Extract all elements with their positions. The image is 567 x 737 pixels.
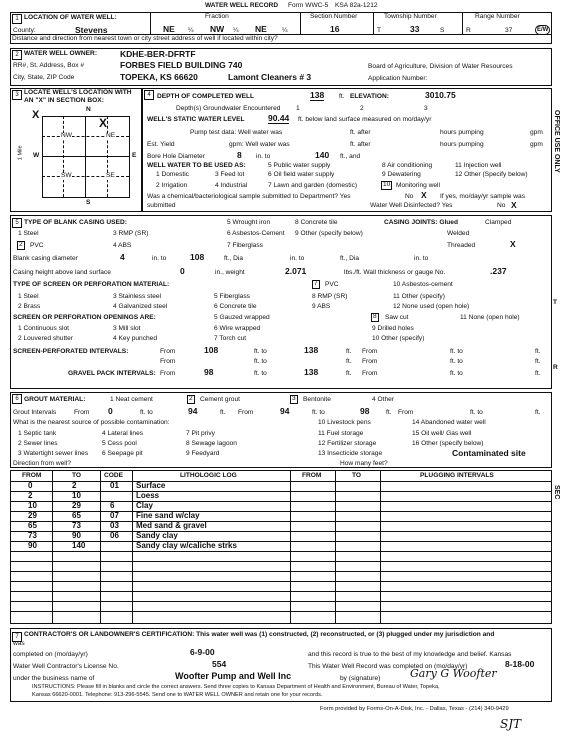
completed-value: 6-9-00 <box>190 647 215 657</box>
disinfected-no-mark: X <box>511 200 517 210</box>
gw-1: 1 <box>296 105 300 112</box>
grout-label: GROUT MATERIAL: <box>24 396 86 403</box>
screen-10: 10 Asbestos-cement <box>393 281 453 288</box>
perf-to-value: 138 <box>304 345 319 355</box>
county-label: County: <box>13 27 36 34</box>
log-from: 65 <box>28 521 37 530</box>
disinfected-no: No <box>497 202 506 209</box>
log-from: 90 <box>28 541 37 550</box>
static-level-label: WELL'S STATIC WATER LEVEL <box>147 116 245 123</box>
log-row-line <box>10 591 551 592</box>
source-7: 7 Pit privy <box>186 430 215 437</box>
chem-sample-label: Was a chemical/bacteriological sample submitted to Department? Yes <box>147 193 351 200</box>
static-after-label: ft. below land surface measured on mo/day/yr <box>298 116 432 123</box>
sw-label: SW <box>61 172 72 179</box>
screen-3: 3 Stainless steel <box>113 293 162 300</box>
log-row-line <box>10 541 551 542</box>
in-to-label: in. to <box>256 153 271 160</box>
screen-2: 2 Brass <box>18 303 41 310</box>
opening-3: 3 Mill slot <box>113 325 141 332</box>
initials: SJT <box>500 717 522 731</box>
perf-from-value: 108 <box>204 345 219 355</box>
contaminated-site: Contaminated site <box>452 448 526 458</box>
ft-label: ft. <box>346 348 352 355</box>
log-row-line <box>10 581 551 582</box>
gw-2: 2 <box>360 105 364 112</box>
west-label: W <box>33 152 40 159</box>
section-7-number: 7 <box>12 632 22 642</box>
elevation-label: ELEVATION: <box>350 93 389 100</box>
source-4: 4 Lateral lines <box>102 430 144 437</box>
footer-text: Form provided by Forms-On-A-Disk, Inc. - Dallas, Texas - (214) 340-9429 <box>320 706 509 712</box>
instructions-2: Kansas 66620-0001. Telephone: 913-296-5545. Send one to WATER WELL OWNER and retain one for your records. <box>32 692 323 698</box>
perf-intervals-label: SCREEN-PERFORATED INTERVALS: <box>13 348 129 355</box>
business-label: under the business name of <box>13 675 95 682</box>
source-16: 16 Other (specify below) <box>412 440 484 447</box>
screen-6: 6 Concrete tile <box>214 303 257 310</box>
use-11: 11 Injection well <box>455 162 502 169</box>
ft-label-5: ft. <box>346 370 352 377</box>
opening-11: 11 None (open hole) <box>460 314 520 321</box>
ft-label: ft. <box>339 93 345 100</box>
perf-from-label-4: From <box>362 358 378 365</box>
perf-to-label: ft. to <box>254 348 267 355</box>
screen-7-label: PVC <box>325 281 339 288</box>
gpm-label-2: gpm <box>530 141 543 148</box>
gravel-to-label: ft. to <box>254 370 267 377</box>
sidebar-r: R <box>553 364 558 371</box>
log-row-line <box>10 481 551 482</box>
section-grid <box>42 116 130 198</box>
source-11: 11 Fuel storage <box>318 430 364 437</box>
threaded-label: Threaded <box>447 242 476 249</box>
grout-from-1: 0 <box>108 406 113 416</box>
grout-from-2: 94 <box>280 406 290 416</box>
gravel-to-label-2: ft. to <box>450 370 463 377</box>
ft-label-2: ft. <box>386 409 392 416</box>
city-label: City, State, ZIP Code <box>13 74 75 81</box>
locate-label-2: AN "X" IN SECTION BOX: <box>24 97 104 104</box>
form-title: WATER WELL RECORD <box>205 2 279 9</box>
instructions-1: INSTRUCTIONS: Please fill in blanks and circle the correct answers. Send three copies to Kansas Department of Health and Environment, Bureau of Water, Topeka, <box>32 684 440 690</box>
perf-from-label: From <box>160 348 176 355</box>
city-value: TOPEKA, KS 66620 <box>120 72 198 82</box>
log-row-line <box>10 531 551 532</box>
ft-label-4: ft. <box>535 358 541 365</box>
source-10: 10 Livestock pens <box>318 419 371 426</box>
gravel-from-label-2: From <box>362 370 378 377</box>
screen-12: 12 None used (open hole) <box>393 303 470 310</box>
office-use-label: OFFICE USE ONLY <box>553 110 560 173</box>
yield-label: Est. Yield <box>147 141 175 148</box>
threaded-mark: X <box>510 239 516 249</box>
log-row-line <box>10 501 551 502</box>
opening-2: 2 Louvered shutter <box>18 335 73 342</box>
weight-label: in., weight <box>215 269 245 276</box>
screen-8: 8 RMP (SR) <box>312 293 348 300</box>
chem-no-mark: X <box>421 190 427 200</box>
wall-thickness-label: lbs./ft. Wall thickness or gauge No. <box>344 269 446 276</box>
address-label: RR#, St. Address, Box # <box>13 62 85 69</box>
grout-3-selected: 3 <box>292 395 296 402</box>
log-description: Sandy clay w/caliche strks <box>136 541 237 550</box>
log-code: 06 <box>110 531 119 540</box>
use-12: 12 Other (Specify below) <box>455 171 528 178</box>
use-10-selected: 10 <box>383 181 391 188</box>
grout-to-1: 94 <box>188 406 198 416</box>
perf-from-label-2: From <box>362 348 378 355</box>
use-7: 7 Lawn and garden (domestic) <box>268 182 358 189</box>
log-row-line <box>10 491 551 492</box>
casing-8: 8 Concrete tile <box>295 219 338 226</box>
opening-6: 6 Wire wrapped <box>214 325 261 332</box>
casing-height-value: 0 <box>180 266 185 276</box>
screen-material-label: TYPE OF SCREEN OR PERFORATION MATERIAL: <box>13 281 170 288</box>
gpm-label: gpm <box>530 129 543 136</box>
log-from: 10 <box>28 501 37 510</box>
elevation-value: 3010.75 <box>425 90 456 100</box>
record-completed-value: 8-18-00 <box>505 659 535 669</box>
depth-label: DEPTH OF COMPLETED WELL <box>157 93 255 100</box>
distance-label: Distance and direction from nearest town or city street address of well if located within city? <box>12 35 278 42</box>
locate-label-1: LOCATE WELL'S LOCATION WITH <box>24 89 132 96</box>
casing-height-label: Casing height above land surface <box>13 269 111 276</box>
source-9: 9 Feedyard <box>186 450 220 457</box>
bore-value: 8 <box>237 150 242 160</box>
plug-to-header: TO <box>352 472 362 479</box>
wall-thickness-value: .237 <box>490 266 507 276</box>
blank-to-value: 108 <box>190 252 205 262</box>
license-label: Water Well Contractor's License No. <box>13 663 119 670</box>
application-label: Application Number: <box>368 75 428 82</box>
range-value: 37 <box>505 27 513 34</box>
source-15: 15 Oil well/ Gas well <box>412 430 472 437</box>
casing-6: 6 Asbestos-Cement <box>227 230 285 237</box>
contamination-source-label: What is the nearest source of possible contamination: <box>13 419 170 426</box>
hours-pumping-label-2: hours pumping <box>440 141 484 148</box>
grout-2-label: Cement grout <box>200 396 240 403</box>
gravel-label: GRAVEL PACK INTERVALS: <box>68 370 156 377</box>
log-row-line <box>10 511 551 512</box>
log-description: Clay <box>136 501 153 510</box>
north-label: N <box>86 106 91 113</box>
blank-diameter-label: Blank casing diameter <box>13 255 78 262</box>
south-label: S <box>86 199 91 206</box>
license-value: 554 <box>212 659 227 669</box>
chem-no-label: No <box>405 193 414 200</box>
section-4-number: 4 <box>144 90 154 100</box>
section-2-number: 2 <box>12 50 22 60</box>
opening-5: 5 Gauzed wrapped <box>214 314 270 321</box>
use-8: 8 Air conditioning <box>382 162 433 169</box>
x-mark-label: X <box>32 109 40 121</box>
grout-to-label-3: ft. to <box>470 409 483 416</box>
township-value: 33 <box>410 24 420 34</box>
welded-label: Welded <box>447 230 470 237</box>
log-row-line <box>10 561 551 562</box>
se-label: SE <box>106 172 115 179</box>
county-value: Stevens <box>75 25 108 35</box>
log-to: 65 <box>72 511 81 520</box>
source-8: 8 Sewage lagoon <box>186 440 237 447</box>
log-to: 29 <box>72 501 81 510</box>
log-description: Sandy clay <box>136 531 178 540</box>
board-label: Board of Agriculture, Division of Water Resources <box>368 63 513 70</box>
log-row-line <box>10 611 551 612</box>
plug-from-header: FROM <box>302 472 322 479</box>
clamped-label: Clamped <box>485 219 512 226</box>
screen-4: 4 Galvanized steel <box>113 303 168 310</box>
casing-2-label: PVC <box>30 242 44 249</box>
quarter-2: NW <box>210 24 225 34</box>
completed-label: completed on (mo/day/yr) <box>13 651 88 658</box>
log-description: Surface <box>136 481 166 490</box>
casing-4: 4 ABS <box>113 242 132 249</box>
signature-label: by (signature) <box>340 675 381 682</box>
joints-label: CASING JOINTS: Glued <box>384 219 459 226</box>
s-label: S <box>440 27 445 34</box>
log-to-header: TO <box>72 472 82 479</box>
use-3: 3 Feed lot <box>215 171 245 178</box>
grout-1: 1 Neat cement <box>110 396 153 403</box>
ft-label-6: ft. <box>535 370 541 377</box>
gw-3: 3 <box>424 105 428 112</box>
casing-1: 1 Steel <box>18 230 39 237</box>
source-1: 1 Septic tank <box>18 430 57 437</box>
hours-pumping-label: hours pumping <box>440 129 484 136</box>
use-5: 5 Public water supply <box>268 162 331 169</box>
screen-1: 1 Steel <box>18 293 39 300</box>
grout-to-2: 98 <box>360 406 370 416</box>
opening-7: 7 Torch cut <box>214 335 247 342</box>
screen-5: 5 Fiberglass <box>214 293 250 300</box>
bore-to-value: 140 <box>315 150 330 160</box>
source-6: 6 Seepage pit <box>102 450 143 457</box>
section-3-number: 3 <box>12 90 22 100</box>
log-to: 10 <box>72 491 81 500</box>
log-code: 03 <box>110 521 119 530</box>
grout-4: 4 Other <box>372 396 394 403</box>
casing-5: 5 Wrought iron <box>227 219 271 226</box>
log-from: 29 <box>28 511 37 520</box>
use-label: WELL WATER TO BE USED AS: <box>147 162 246 169</box>
perf-from-label-3: From <box>160 358 176 365</box>
grout-from-label: From <box>74 409 90 416</box>
log-to: 90 <box>72 531 81 540</box>
was-label: was <box>13 640 25 647</box>
in-to-label-3: in. to <box>414 255 429 262</box>
source-14: 14 Abandoned water well <box>412 419 486 426</box>
sidebar-sec: SEC <box>553 485 560 500</box>
bore-label: Bore Hole Diameter <box>147 153 205 160</box>
depth-value: 138 <box>310 90 325 100</box>
opening-4: 4 Key punched <box>113 335 157 342</box>
log-from: 2 <box>28 491 33 500</box>
quarter-symbol: ¼ <box>282 27 288 34</box>
source-2: 2 Sewer lines <box>18 440 58 447</box>
casing-3: 3 RMP (SR) <box>113 230 149 237</box>
grout-2-selected: 2 <box>189 395 193 402</box>
grout-from-label-3: From <box>398 409 414 416</box>
opening-8-selected: 8 <box>373 313 377 320</box>
sidebar-t: T <box>553 299 558 306</box>
address-value: FORBES FIELD BUILDING 740 <box>120 60 243 70</box>
location-label: LOCATION OF WATER WELL: <box>24 14 117 21</box>
use-9: 9 Dewatering <box>382 171 421 178</box>
groundwater-label: Depth(s) Groundwater Encountered <box>176 105 281 112</box>
gravel-from-value: 98 <box>204 367 214 377</box>
grout-to-label-2: ft. to <box>312 409 325 416</box>
log-litho-header: LITHOLOGIC LOG <box>180 472 237 479</box>
owner-value: KDHE-BER-DFRTF <box>120 49 196 59</box>
after-label-2: ft. after <box>350 141 371 148</box>
source-3: 3 Watertight sewer lines <box>18 450 89 457</box>
business-name: Woofter Pump and Well Inc <box>175 671 292 681</box>
after-label: ft. after <box>350 129 371 136</box>
t-label: T <box>377 27 382 34</box>
ew-indicator: E/W <box>537 27 549 33</box>
log-from-header: FROM <box>22 472 42 479</box>
dia-label-2: ft., Dia <box>340 255 360 262</box>
section-1-number: 1 <box>12 14 22 24</box>
use-4: 4 Industrial <box>215 182 248 189</box>
grout-to-label: ft. to <box>140 409 153 416</box>
certification-text: CONTRACTOR'S OR LANDOWNER'S CERTIFICATION: This water well was (1) constructed, (2) reconstructed, or (3) plugged under my jurisdiction and <box>24 631 495 638</box>
log-to: 73 <box>72 521 81 530</box>
mile-label: 1 Mile <box>17 145 24 161</box>
use-2: 2 Irrigation <box>156 182 188 189</box>
log-description: Med sand & gravel <box>136 521 207 530</box>
log-to: 2 <box>72 481 77 490</box>
true-statement: and this record is true to the best of my knowledge and belief. Kansas <box>308 651 512 658</box>
yield-gpm-label: gpm: Well water was <box>229 141 290 148</box>
section-6-number: 6 <box>12 394 22 404</box>
nw-label: NW <box>61 132 72 139</box>
static-level-value: 90.44 <box>268 113 290 123</box>
log-from: 73 <box>28 531 37 540</box>
section-number-value: 16 <box>330 24 340 34</box>
log-row-line <box>10 571 551 572</box>
screen-9: 9 ABS <box>312 303 331 310</box>
casing-7: 7 Fiberglass <box>227 242 263 249</box>
dia-label: ft., Dia <box>224 255 244 262</box>
openings-label: SCREEN OR PERFORATION OPENINGS ARE: <box>13 314 156 321</box>
ksa-number: KSA 82a-1212 <box>335 2 378 9</box>
east-label: E <box>132 152 137 159</box>
quarter-3: NE <box>255 24 267 34</box>
form-number: Form WWC-5 <box>288 2 329 9</box>
r-label: R <box>466 27 471 34</box>
submitted-label: submitted <box>147 202 176 209</box>
quarter-1: NE <box>163 24 175 34</box>
weight-value: 2.071 <box>285 266 307 276</box>
perf-to-label-3: ft. to <box>254 358 267 365</box>
section-number-label: Section Number <box>310 13 358 20</box>
log-code: 07 <box>110 511 119 520</box>
township-label: Township Number <box>384 13 437 20</box>
source-5: 5 Cess pool <box>102 440 137 447</box>
casing-type-label: TYPE OF BLANK CASING USED: <box>24 219 127 226</box>
use-10-label: Monitoring well <box>396 182 440 189</box>
opening-10: 10 Other (specify) <box>372 335 425 342</box>
blank-diameter-value: 4 <box>120 252 125 262</box>
opening-9: 9 Drilled holes <box>372 325 414 332</box>
use-1: 1 Domestic <box>156 171 189 178</box>
log-code-header: CODE <box>104 472 124 479</box>
opening-1: 1 Continuous slot <box>18 325 69 332</box>
screen-7-selected: 7 <box>314 280 318 287</box>
quarter-symbol: ¼ <box>188 27 194 34</box>
contractor-signature: Gary G Woofter <box>410 667 497 680</box>
perf-to-label-2: ft. to <box>450 348 463 355</box>
direction-label: Direction from well? <box>13 460 71 467</box>
owner-label: WATER WELL OWNER: <box>24 50 98 57</box>
casing-2-selected: 2 <box>19 241 23 248</box>
source-13: 13 Insecticide storage <box>318 450 383 457</box>
range-label: Range Number <box>475 13 520 20</box>
pump-test-label: Pump test data: Well water was <box>190 129 283 136</box>
ne-label: NE <box>106 132 116 139</box>
log-from: 0 <box>28 481 33 490</box>
how-many-feet-label: How many feet? <box>340 460 388 467</box>
location-x-mark: X <box>99 116 108 130</box>
section-5-number: 5 <box>12 218 22 228</box>
source-12: 12 Fertilizer storage <box>318 440 377 447</box>
gravel-to-value: 138 <box>304 367 319 377</box>
log-to: 140 <box>72 541 86 550</box>
ft-label-3: ft. <box>346 358 352 365</box>
record-completed-label: This Water Well Record was completed on (mo/day/yr) <box>308 663 468 670</box>
use-6: 6 Oil field water supply <box>268 171 335 178</box>
opening-8-label: Saw cut <box>385 314 409 321</box>
in-to-label-2: in. to <box>290 255 305 262</box>
log-code: 01 <box>110 481 119 490</box>
ft-label: ft. <box>220 409 226 416</box>
log-description: Fine sand w/clay <box>136 511 200 520</box>
fraction-label: Fraction <box>205 13 229 20</box>
log-description: Loess <box>136 491 160 500</box>
log-row-line <box>10 601 551 602</box>
casing-9: 9 Other (specify below) <box>295 230 363 237</box>
grout-3-label: Bentonite <box>303 396 331 403</box>
site-name: Lamont Cleaners # 3 <box>228 72 312 82</box>
screen-11: 11 Other (specify) <box>393 293 445 300</box>
plugging-header: PLUGGING INTERVALS <box>420 472 494 479</box>
grout-intervals-label: Grout Intervals <box>13 409 57 416</box>
quarter-symbol: ¼ <box>233 27 239 34</box>
chem-after-label: If yes, mo/day/yr sample was <box>440 193 526 200</box>
log-code: 6 <box>110 501 115 510</box>
disinfected-label: Water Well Disinfected? Yes <box>370 202 453 209</box>
perf-to-label-4: ft. to <box>450 358 463 365</box>
ft-label-2: ft. <box>535 348 541 355</box>
log-row-line <box>10 551 551 552</box>
log-row-line <box>10 521 551 522</box>
ft-and-label: ft., and <box>340 153 361 160</box>
ft-label-3: ft. <box>535 409 541 416</box>
in-to-label: in. to <box>152 255 167 262</box>
gravel-from-label: From <box>160 370 176 377</box>
grout-from-label-2: From <box>238 409 254 416</box>
